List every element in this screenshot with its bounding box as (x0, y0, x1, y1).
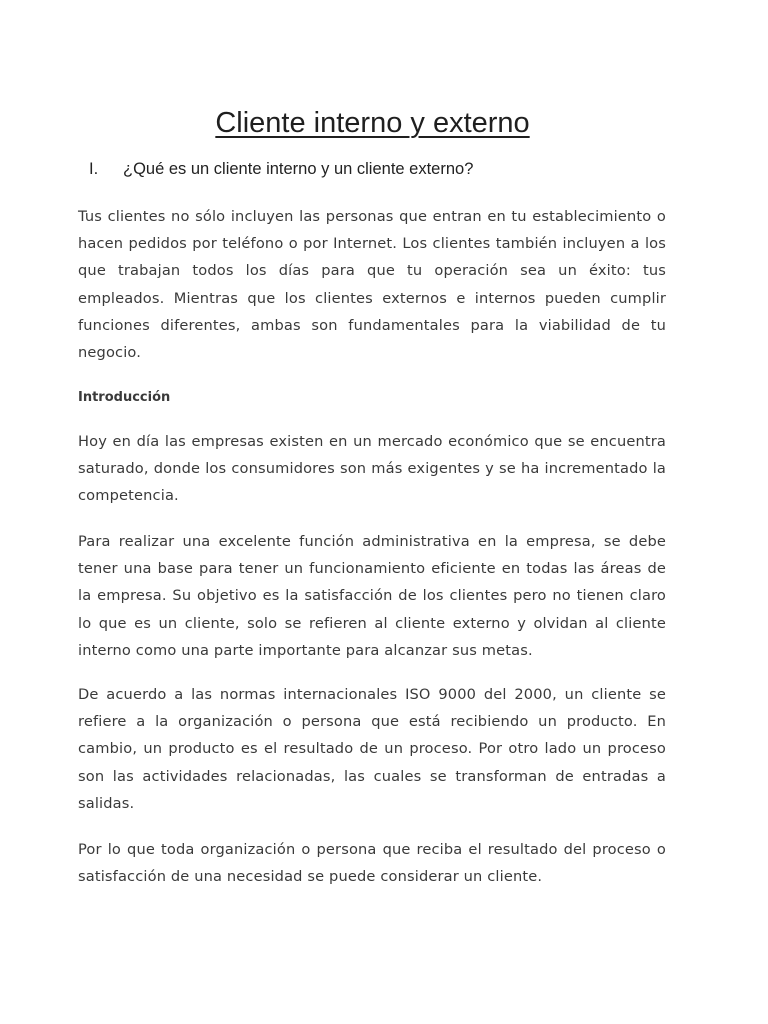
question-number: I. (89, 160, 99, 178)
document-title: Cliente interno y externo (215, 107, 530, 139)
section-heading-introduccion: Introducción (78, 390, 171, 405)
question-heading (89, 157, 473, 181)
paragraph: De acuerdo a las normas internacionales ISO 9000 del 2000, un cliente se refiere a la organización o persona que está recibiendo un producto. En cambio, un producto es el resultado de un proceso. Por otro lado un proceso son las actividades relacionadas, las cuales se transforman de entradas a salidas. (78, 686, 666, 812)
paragraph: Hoy en día las empresas existen en un mercado económico que se encuentra saturado, donde los consumidores son más exigentes y se ha incrementado la competencia. (78, 433, 666, 505)
paragraph: Por lo que toda organización o persona que reciba el resultado del proceso o satisfacción de una necesidad se puede considerar un cliente. (78, 841, 666, 886)
question-text: ¿Qué es un cliente interno y un cliente externo? (123, 160, 474, 178)
intro-paragraph: Tus clientes no sólo incluyen las personas que entran en tu establecimiento o hacen pedidos por teléfono o por Internet. Los clientes también incluyen a los que trabajan todos los días para que tu operación sea un éxito: tus empleados. Mientras que los clientes externos e internos pueden cumplir funciones diferentes, ambas son fundamentales para la viabilidad de tu negocio. (78, 208, 666, 362)
paragraph: Para realizar una excelente función administrativa en la empresa, se debe tener una base para tener un funcionamiento eficiente en todas las áreas de la empresa. Su objetivo es la satisfacción de los clientes pero no tienen claro lo que es un cliente, solo se refieren al cliente externo y olvidan al cliente interno como una parte importante para alcanzar sus metas. (78, 533, 666, 659)
